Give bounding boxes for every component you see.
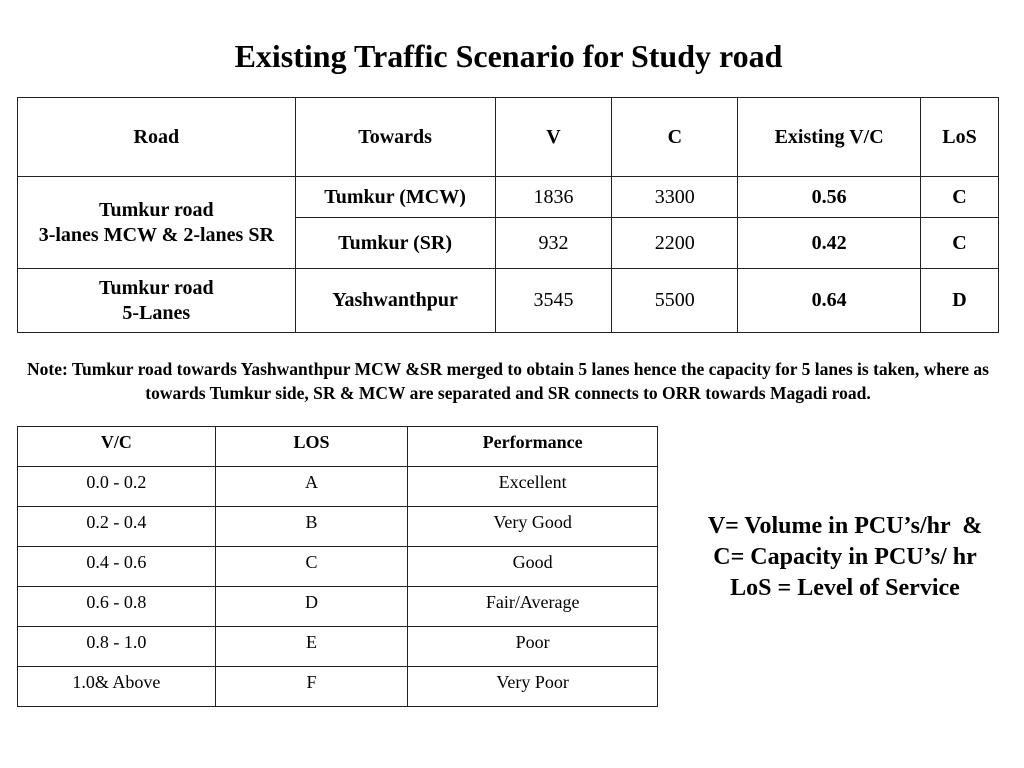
performance-cell: Very Poor — [408, 667, 658, 707]
vc-range-cell: 1.0& Above — [18, 667, 216, 707]
capacity-note: Note: Tumkur road towards Yashwanthpur MCW &SR merged to obtain 5 lanes hence the capacity for 5 lanes is taken, where as towards Tumkur side, SR & MCW are separated and SR connects to ORR towards Magadi road. — [27, 359, 989, 403]
capacity-cell: 3300 — [612, 177, 738, 218]
table-row — [18, 667, 658, 707]
performance-cell: Poor — [408, 627, 658, 667]
towards-cell: Yashwanthpur — [295, 269, 495, 333]
los-grade-cell: F — [215, 667, 408, 707]
table-row — [18, 587, 658, 627]
towards-cell: Tumkur (MCW) — [295, 177, 495, 218]
column-header-towards: Towards — [295, 98, 495, 177]
column-header-performance: Performance — [408, 427, 658, 467]
los-criteria-table — [17, 426, 658, 707]
performance-cell: Good — [408, 547, 658, 587]
vc-range-cell: 0.8 - 1.0 — [18, 627, 216, 667]
column-header-vc: V/C — [18, 427, 216, 467]
volume-cell: 932 — [495, 218, 612, 269]
page-title: Existing Traffic Scenario for Study road — [234, 38, 783, 74]
table-row — [18, 269, 999, 333]
traffic-scenario-table — [17, 97, 999, 333]
column-header-existing-vc: Existing V/C — [738, 98, 921, 177]
road-name: Tumkur road — [98, 276, 214, 299]
vc-range-cell: 0.4 - 0.6 — [18, 547, 216, 587]
table-row — [18, 467, 658, 507]
los-grade-cell: E — [215, 627, 408, 667]
table-row — [18, 627, 658, 667]
road-cell — [18, 177, 296, 269]
column-header-los: LOS — [215, 427, 408, 467]
road-description: 3-lanes MCW & 2-lanes SR — [38, 223, 274, 246]
vc-ratio-cell: 0.64 — [738, 269, 921, 333]
vc-range-cell: 0.6 - 0.8 — [18, 587, 216, 627]
vc-range-cell: 0.2 - 0.4 — [18, 507, 216, 547]
vc-ratio-cell: 0.42 — [738, 218, 921, 269]
column-header-volume: V — [495, 98, 612, 177]
volume-cell: 3545 — [495, 269, 612, 333]
vc-range-cell: 0.0 - 0.2 — [18, 467, 216, 507]
column-header-road: Road — [18, 98, 296, 177]
volume-cell: 1836 — [495, 177, 612, 218]
capacity-cell: 2200 — [612, 218, 738, 269]
legend-volume: V= Volume in PCU’s/hr & — [707, 513, 983, 539]
column-header-los: LoS — [921, 98, 999, 177]
column-header-capacity: C — [612, 98, 738, 177]
road-cell — [18, 269, 296, 333]
los-cell: D — [921, 269, 999, 333]
los-cell: C — [921, 218, 999, 269]
los-grade-cell: B — [215, 507, 408, 547]
vc-ratio-cell: 0.56 — [738, 177, 921, 218]
road-description: 5-Lanes — [122, 301, 191, 324]
performance-cell: Very Good — [408, 507, 658, 547]
towards-cell: Tumkur (SR) — [295, 218, 495, 269]
table-row — [18, 547, 658, 587]
los-grade-cell: C — [215, 547, 408, 587]
los-grade-cell: D — [215, 587, 408, 627]
table-header-row — [18, 98, 999, 177]
abbreviation-legend — [680, 511, 1010, 604]
capacity-cell: 5500 — [612, 269, 738, 333]
performance-cell: Excellent — [408, 467, 658, 507]
table-row — [18, 507, 658, 547]
los-cell: C — [921, 177, 999, 218]
legend-los: LoS = Level of Service — [730, 575, 960, 601]
legend-capacity: C= Capacity in PCU’s/ hr — [713, 544, 977, 570]
los-grade-cell: A — [215, 467, 408, 507]
table-header-row — [18, 427, 658, 467]
table-row — [18, 177, 999, 218]
road-name: Tumkur road — [98, 198, 214, 221]
performance-cell: Fair/Average — [408, 587, 658, 627]
